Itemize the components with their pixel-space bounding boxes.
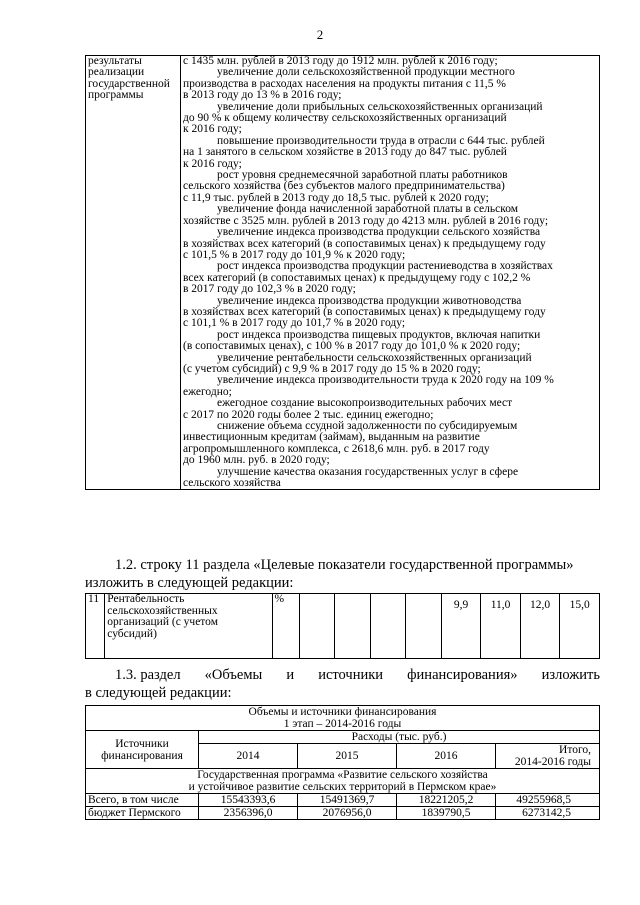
expenses-header: Расходы (тыс. руб.) [199,731,600,744]
results-text-line: увеличение доли прибыльных сельскохозяйственных организаций [217,100,543,113]
indicator-value: 9,9 [441,594,481,659]
results-text-line: увеличение фонда начисленной заработной платы в сельском [217,203,519,216]
indicator-value [299,594,334,659]
indicator-name-cell [105,594,272,659]
indicator-name-line: организаций (с учетом [107,616,218,628]
sources-header: Источники финансирования [86,731,199,769]
total-header: Итого, 2014-2016 годы [496,744,600,769]
results-text-line: сельского хозяйства [183,477,281,490]
indicator-value: 11,0 [481,594,521,659]
results-text-line: инвестиционным кредитам (займам), выданным на развитие [183,431,480,444]
results-label-line: результаты [88,55,142,67]
results-text-line: в хозяйствах всех категорий (в сопоставимых ценах) к предыдущему году [183,237,546,250]
row-value: 15491369,7 [298,794,397,807]
results-text-line: с 101,1 % в 2017 году до 101,7 % в 2020 году; [183,317,406,330]
results-text-line: с 11,9 тыс. рублей в 2013 году до 18,5 тыс. рублей к 2020 году; [183,191,489,204]
paragraph-1-3 [85,666,600,702]
table-row [86,794,600,807]
paragraph-line [85,666,600,684]
results-text-line: рост уровня среднемесячной заработной платы работников [217,169,508,182]
results-label-line: реализации [88,66,145,79]
indicator-value [370,594,405,659]
program-title: Государственная программа «Развитие сельского хозяйства и устойчивое развитие сельских территорий в Пермском крае» [86,769,600,794]
finance-table [85,705,600,820]
results-label-cell [86,56,181,490]
results-text-line: на 1 занятого в сельском хозяйстве в 2013 году до 847 тыс. рублей [183,146,507,159]
program-results-table [85,55,600,490]
results-text-line: агропромышленного комплекса, с 2618,6 млн. руб. в 2017 году [183,442,490,455]
results-text-line: к 2016 году; [183,157,242,170]
indicator-value [335,594,370,659]
indicator-value: 12,0 [520,594,560,659]
paragraph-line: 1.2. строку 11 раздела «Целевые показатели государственной программы» [115,557,574,573]
indicator-number: 11 [86,594,105,659]
indicator-name-line: сельскохозяйственных [107,604,218,617]
results-text-line: до 1960 млн. руб. в 2020 году; [183,454,330,467]
year-header: 2015 [298,744,397,769]
paragraph-word: 1.3. раздел [115,667,181,683]
results-text-line: увеличение рентабельности сельскохозяйственных организаций [217,351,532,364]
results-text-line: всех категорий (в сопоставимых ценах) к предыдущему году с 102,2 % [183,271,531,284]
page-number: 2 [316,27,324,42]
indicator-row-table [85,593,600,659]
results-text-line: в хозяйствах всех категорий (в сопоставимых ценах) к предыдущему году [183,305,546,318]
indicator-unit: % [272,594,299,659]
results-text-line: увеличение доли сельскохозяйственной продукции местного [217,66,515,79]
year-header: 2014 [199,744,298,769]
paragraph-1-2 [85,556,600,592]
results-text-line: ежегодно; [183,385,232,398]
paragraph-line: в следующей редакции: [85,685,232,701]
results-label-line: программы [88,89,144,102]
results-text-line: рост индекса производства пищевых продуктов, включая напитки [217,328,541,341]
paragraph-word: «Объемы [204,667,263,683]
row-label: бюджет Пермского [86,807,199,820]
paragraph-word: и [286,667,295,683]
row-value: 6273142,5 [496,807,600,820]
indicator-value: 15,0 [560,594,600,659]
row-value: 1839790,5 [397,807,496,820]
results-text-line: с 1435 млн. рублей в 2013 году до 1912 млн. рублей к 2016 году; [183,55,498,67]
paragraph-word: финансирования» [407,667,518,683]
row-value: 49255968,5 [496,794,600,807]
row-value: 2076956,0 [298,807,397,820]
results-text-line: увеличение индекса производства продукции животноводства [217,294,522,307]
results-text-line: улучшение качества оказания государственных услуг в сфере [217,465,519,478]
results-text-line: повышение производительности труда в отрасли с 644 тыс. рублей [217,134,545,147]
results-text-line: с 2017 по 2020 годы более 2 тыс. единиц ежегодно; [183,408,434,421]
results-text-line: сельского хозяйства (без субъектов малого предпринимательства) [183,180,505,193]
results-text-line: (с учетом субсидий) с 9,9 % в 2017 году до 15 % в 2020 году; [183,362,481,375]
row-value: 15543393,6 [199,794,298,807]
results-text-line: в 2017 году до 102,3 % в 2020 году; [183,283,356,296]
results-text-line: ежегодное создание высокопроизводительных рабочих мест [217,397,513,410]
results-text-line: снижение объема ссудной задолженности по субсидируемым [217,420,518,432]
paragraph-word: изложить [541,667,600,683]
indicator-name-line: субсидий) [107,627,157,640]
finance-title: Объемы и источники финансирования 1 этап – 2014-2016 годы [86,706,600,731]
results-text-line: до 90 % к общему количеству сельскохозяйственных организаций [183,112,507,125]
results-text-line: производства в расходах населения на продукты питания с 11,5 % [183,77,507,90]
results-text-line: с 101,5 % в 2017 году до 101,9 % к 2020 году; [183,248,406,261]
results-text-line: увеличение индекса производства продукции сельского хозяйства [217,226,541,239]
results-text-line: в 2013 году до 13 % в 2016 году; [183,89,342,102]
results-text-line: увеличение индекса производительности труда к 2020 году на 109 % [217,374,554,387]
results-text-cell [181,56,600,490]
indicator-name-line: Рентабельность [107,593,185,605]
results-text-line: хозяйстве с 3525 млн. рублей в 2013 году до 4213 млн. рублей в 2016 году; [183,214,549,227]
indicator-value [406,594,441,659]
paragraph-line: изложить в следующей редакции: [85,575,294,591]
paragraph-word: источники [318,667,384,683]
row-label: Всего, в том числе [86,794,199,807]
results-text-line: (в сопоставимых ценах), с 100 % в 2017 году до 101,0 % к 2020 году; [183,340,521,353]
results-label-line: государственной [88,77,170,90]
table-row [86,807,600,820]
row-value: 2356396,0 [199,807,298,820]
year-header: 2016 [397,744,496,769]
results-text-line: рост индекса производства продукции растениеводства в хозяйствах [217,260,553,273]
row-value: 18221205,2 [397,794,496,807]
results-text-line: к 2016 году; [183,123,242,136]
